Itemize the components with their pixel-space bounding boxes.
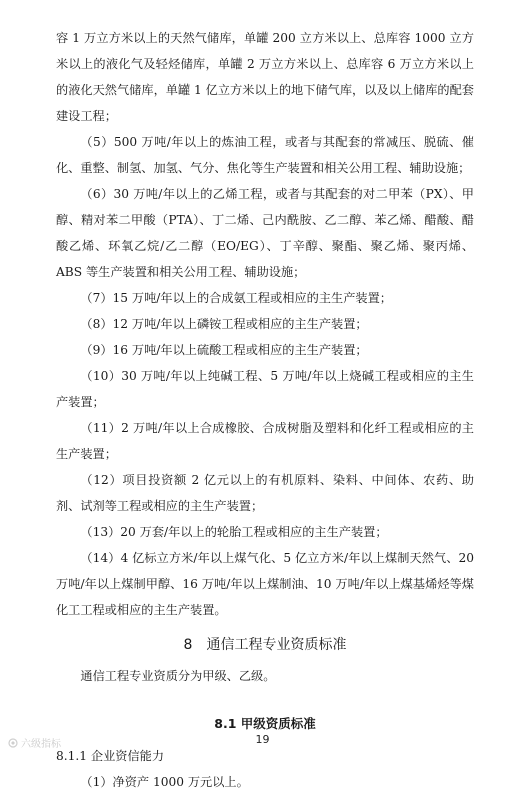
item-net-assets: （1）净资产 1000 万元以上。 xyxy=(80,775,249,789)
paragraph-item-10: （10）30 万吨/年以上纯碱工程、5 万吨/年以上烧碱工程或相应的主生产装置； xyxy=(56,369,474,409)
paragraph-item-9: （9）16 万吨/年以上硫酸工程或相应的主生产装置； xyxy=(80,343,368,357)
subsection-heading: 8.1 甲级资质标准 xyxy=(214,716,316,731)
page-number: 19 xyxy=(255,733,270,746)
item-title: 8.1.1 企业资信能力 xyxy=(56,749,165,763)
paragraph-item-6: （6）30 万吨/年以上的乙烯工程，或者与其配套的对二甲苯（PX）、甲醇、精对苯二甲酸（PTA）、丁二烯、己内酰胺、乙二醇、苯乙烯、醋酸、醋酸乙烯、环氧乙烷/乙二醇（EO/EG）、丁辛醇、聚酯、聚乙烯、聚丙烯、ABS 等生产装置和相关公用工程、辅助设施； xyxy=(56,187,474,279)
paragraph-item-8: （8）12 万吨/年以上磷铵工程或相应的主生产装置； xyxy=(80,317,368,331)
section-heading: 8 通信工程专业资质标准 xyxy=(183,637,347,653)
watermark xyxy=(8,735,61,750)
watermark-logo-icon xyxy=(8,738,18,748)
paragraph-item-7: （7）15 万吨/年以上的合成氨工程或相应的主生产装置； xyxy=(80,291,392,305)
paragraph-item-11: （11）2 万吨/年以上合成橡胶、合成树脂及塑料和化纤工程或相应的主生产装置； xyxy=(56,421,474,461)
section-intro: 通信工程专业资质分为甲级、乙级。 xyxy=(80,669,276,683)
paragraph-item-5: （5）500 万吨/年以上的炼油工程，或者与其配套的常减压、脱硫、催化、重整、制氢、加氢、气分、焦化等生产装置和相关公用工程、辅助设施； xyxy=(56,135,474,175)
watermark-text: 六级指标 xyxy=(21,739,61,750)
paragraph-storage-continuation: 容 1 万立方米以上的天然气储库，单罐 200 立方米以上、总库容 1000 立方米以上的液化气及轻烃储库，单罐 2 万立方米以上、总库容 6 万立方米以上的液化天然气储库，单罐 1 亿立方米以上的地下储气库，以及以上储库的配套建设工程； xyxy=(56,31,474,123)
document-body xyxy=(56,25,474,795)
paragraph-item-12: （12）项目投资额 2 亿元以上的有机原料、染料、中间体、农药、助剂、试剂等工程或相应的主生产装置； xyxy=(56,473,474,513)
paragraph-item-14: （14）4 亿标立方米/年以上煤气化、5 亿立方米/年以上煤制天然气、20 万吨/年以上煤制甲醇、16 万吨/年以上煤制油、10 万吨/年以上煤基烯烃等煤化工工程或相应的主生产装置。 xyxy=(56,551,474,617)
paragraph-item-13: （13）20 万套/年以上的轮胎工程或相应的主生产装置； xyxy=(80,525,388,539)
